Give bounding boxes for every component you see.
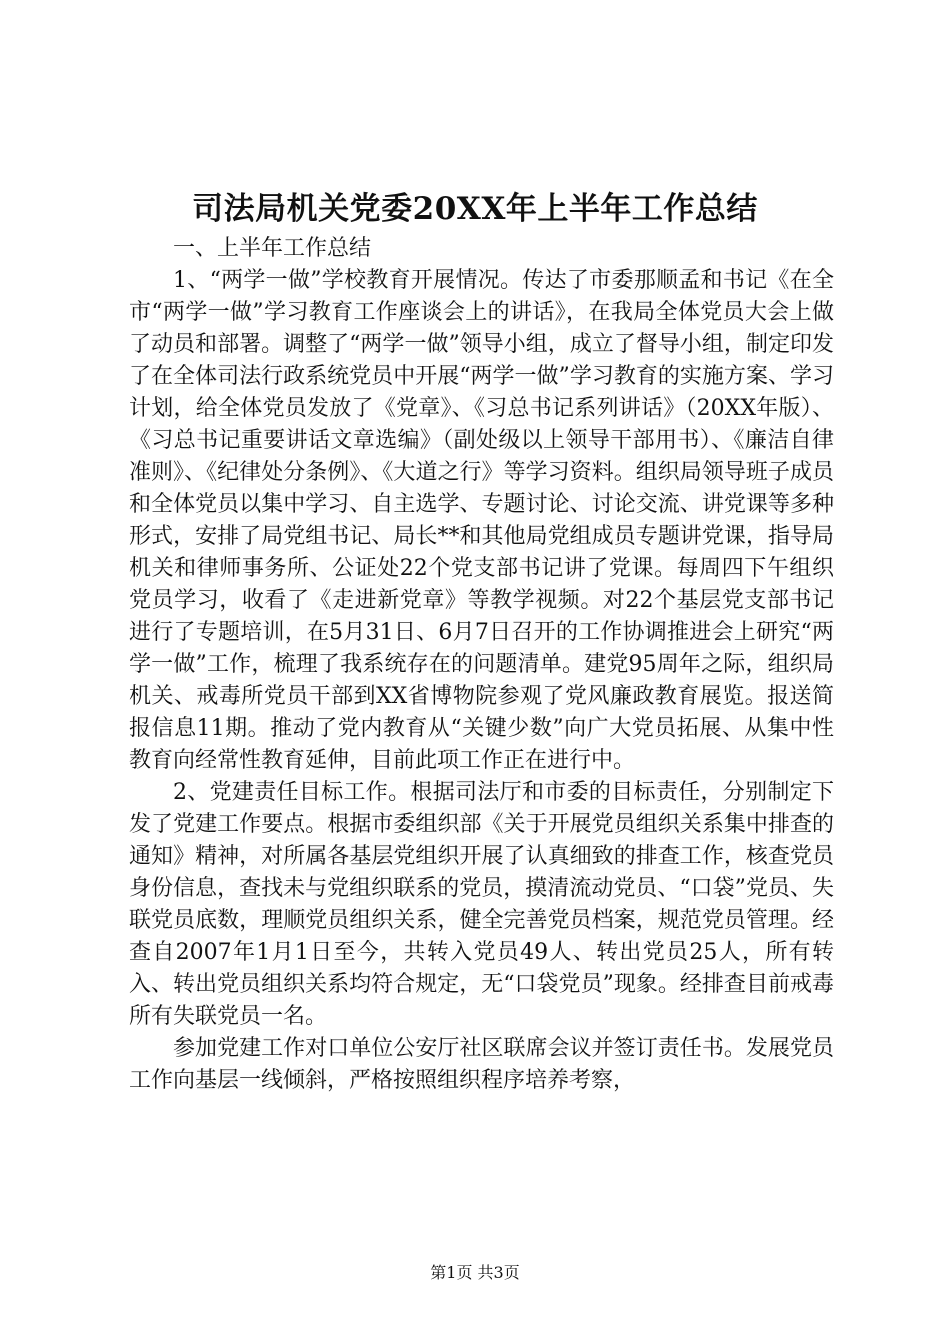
page-footer: 第1页 共3页 (430, 1263, 520, 1282)
paragraph-2: 2、党建责任目标工作。根据司法厅和市委的目标责任，分别制定下发了党建工作要点。根据市委组织部《关于开展党员组织关系集中排查的通知》精神，对所属各基层党组织开展了认真细致的排查工作，核查党员身份信息，查找未与党组织联系的党员，摸清流动党员、“口袋”党员、失联党员底数，理顺党员组织关系，健全完善党员档案，规范党员管理。经查自2007年1月1日至今，共转入党员49人、转出党员25人，所有转入、转出党员组织关系均符合规定，无“口袋党员”现象。经排查目前戒毒所有失联党员一名。 (129, 780, 834, 1029)
document-title: 司法局机关党委20XX年上半年工作总结 (192, 191, 758, 227)
section-heading: 一、上半年工作总结 (173, 236, 372, 261)
document-body (129, 233, 834, 1097)
paragraph-3: 参加党建工作对口单位公安厅社区联席会议并签订责任书。发展党员工作向基层一线倾斜，严格按照组织程序培养考察， (129, 1036, 834, 1093)
paragraph-1: 1、“两学一做”学校教育开展情况。传达了市委那顺孟和书记《在全市“两学一做”学习教育工作座谈会上的讲话》，在我局全体党员大会上做了动员和部署。调整了“两学一做”领导小组，成立了督导小组，制定印发了在全体司法行政系统党员中开展“两学一做”学习教育的实施方案、学习计划，给全体党员发放了《党章》、《习总书记系列讲话》（20XX年版）、《习总书记重要讲话文章选编》（副处级以上领导干部用书）、《廉洁自律准则》、《纪律处分条例》、《大道之行》等学习资料。组织局领导班子成员和全体党员以集中学习、自主选学、专题讨论、讨论交流、讲党课等多种形式，安排了局党组书记、局长**和其他局党组成员专题讲党课，指导局机关和律师事务所、公证处22个党支部书记讲了党课。每周四下午组织党员学习，收看了《走进新党章》等教学视频。对22个基层党支部书记进行了专题培训，在5月31日、6月7日召开的工作协调推进会上研究“两学一做”工作，梳理了我系统存在的问题清单。建党95周年之际，组织局机关、戒毒所党员干部到XX省博物院参观了党风廉政教育展览。报送简报信息11期。推动了党内教育从“关键少数”向广大党员拓展、从集中性教育向经常性教育延伸，目前此项工作正在进行中。 (129, 268, 834, 773)
